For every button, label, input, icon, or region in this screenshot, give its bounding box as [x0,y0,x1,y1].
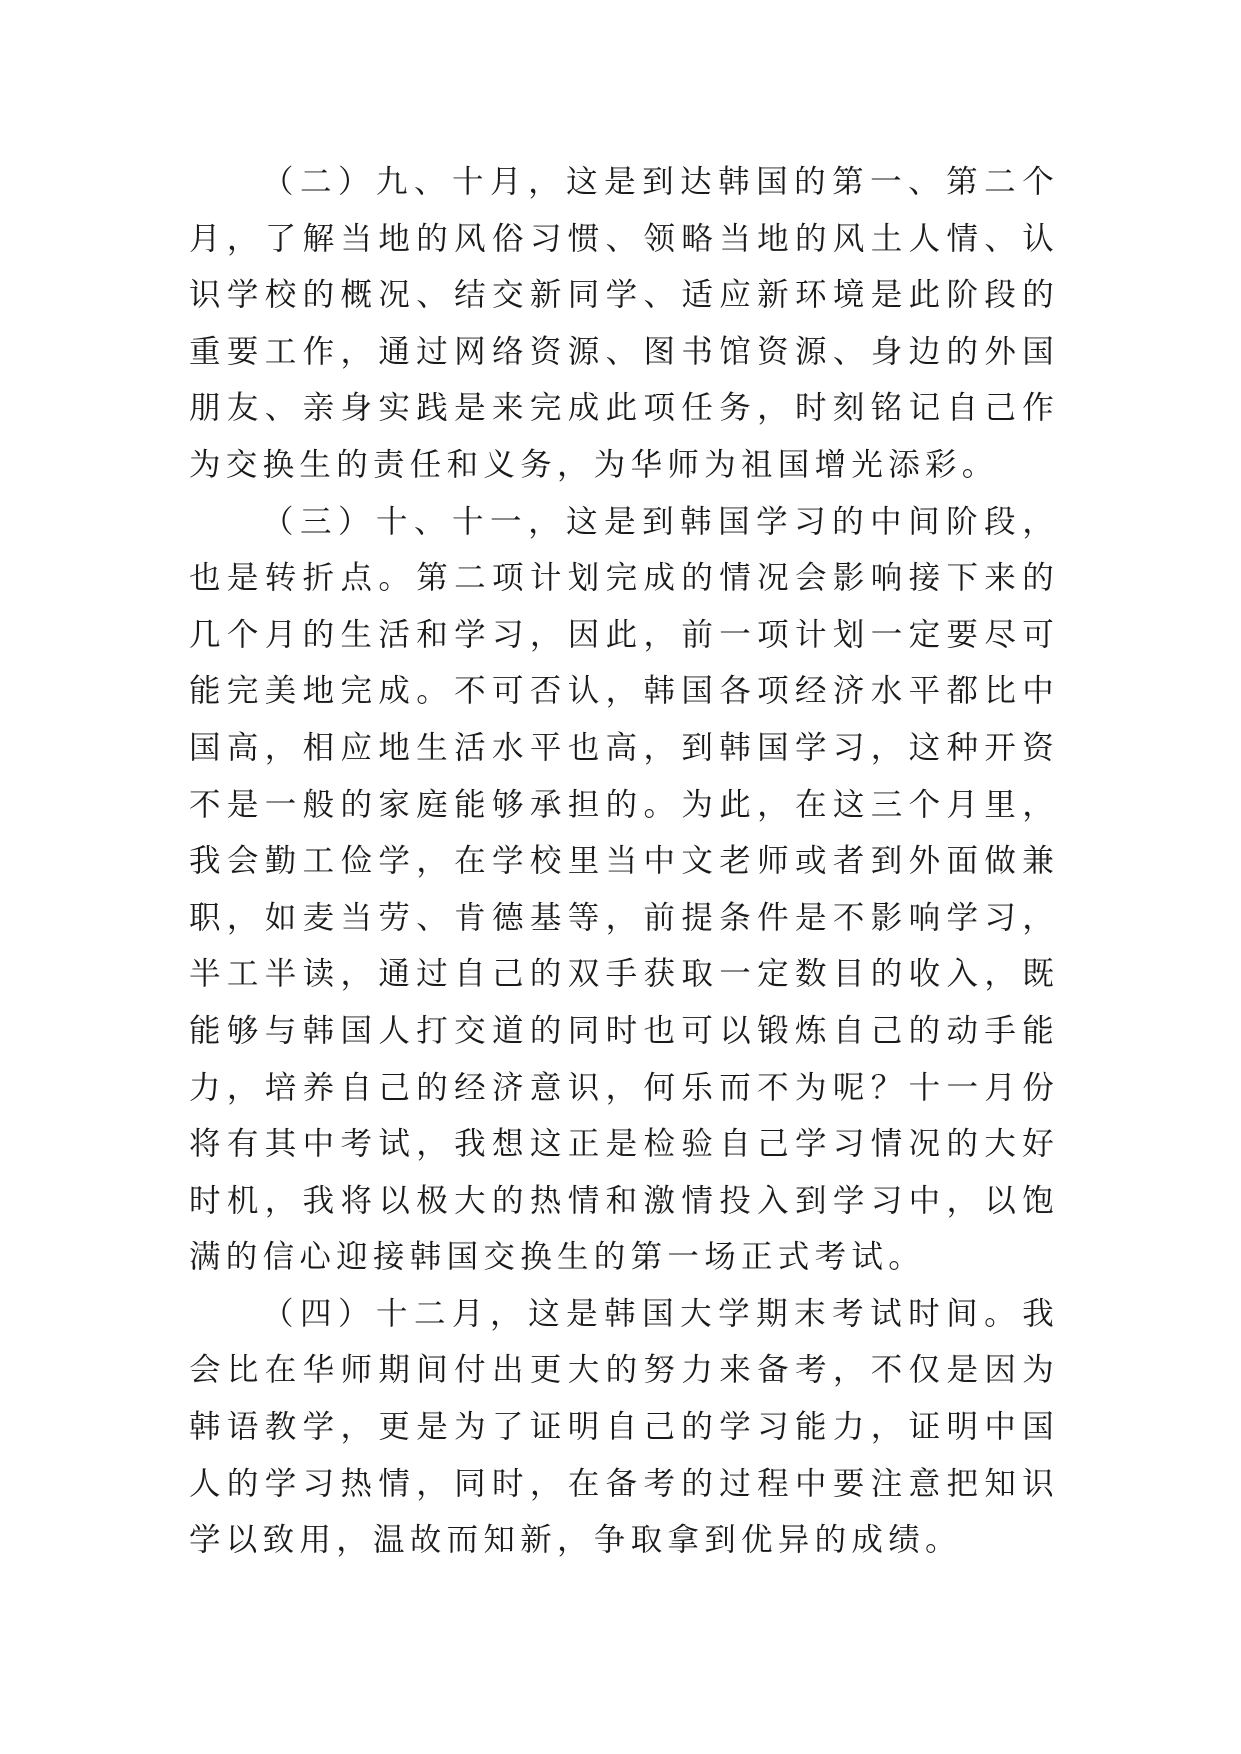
paragraph-section-3: （三）十、十一，这是到韩国学习的中间阶段，也是转折点。第二项计划完成的情况会影响接下来的几个月的生活和学习，因此，前一项计划一定要尽可能完美地完成。不可否认，韩国各项经济水平都比中国高，相应地生活水平也高，到韩国学习，这种开资不是一般的家庭能够承担的。为此，在这三个月里，我会勤工俭学，在学校里当中文老师或者到外面做兼职，如麦当劳、肯德基等，前提条件是不影响学习，半工半读，通过自己的双手获取一定数目的收入，既能够与韩国人打交道的同时也可以锻炼自己的动手能力，培养自己的经济意识，何乐而不为呢？十一月份将有其中考试，我想这正是检验自己学习情况的大好时机，我将以极大的热情和激情投入到学习中，以饱满的信心迎接韩国交换生的第一场正式考试。 [189,503,1059,1276]
paragraph-section-2: （二）九、十月，这是到达韩国的第一、第二个月，了解当地的风俗习惯、领略当地的风土人情、认识学校的概况、结交新同学、适应新环境是此阶段的重要工作，通过网络资源、图书馆资源、身边的外国朋友、亲身实践是来完成此项任务，时刻铭记自己作为交换生的责任和义务，为华师为祖国增光添彩。 [189,164,1059,483]
document-body [189,154,1059,1569]
paragraph-section-4: （四）十二月，这是韩国大学期末考试时间。我会比在华师期间付出更大的努力来备考，不仅是因为韩语教学，更是为了证明自己的学习能力，证明中国人的学习热情，同时，在备考的过程中要注意把知识学以致用，温故而知新，争取拿到优异的成绩。 [189,1295,1059,1559]
